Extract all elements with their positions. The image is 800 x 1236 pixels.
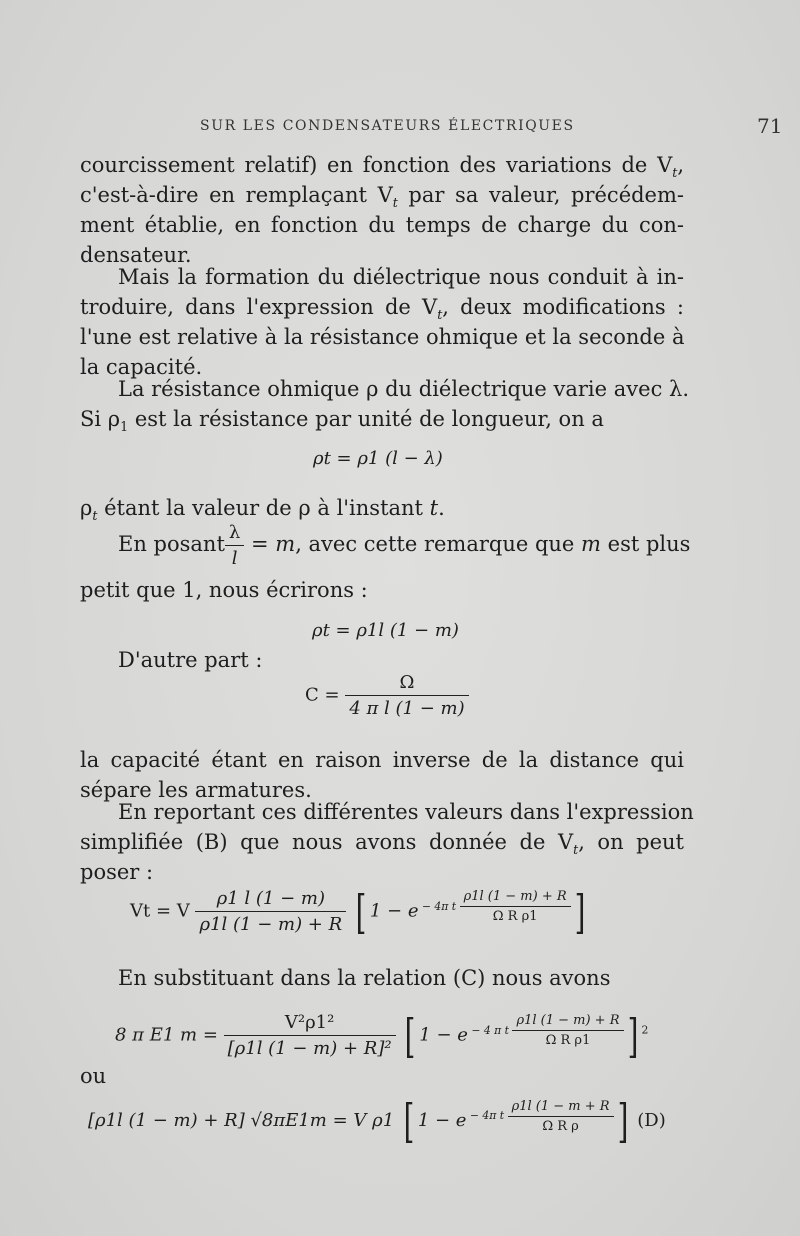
text-line: En posant $\frac{\lambda}{l}$ = m, avec cette remarque que m est plus [118,522,691,569]
equation-d: [ρ1l (1 − m) + R] √8πE1m = V ρ1 [ 1 − e $^{- 4\pi t \frac{\rho 1l (1 - m + R}{\text{Ω R ρ}}}$ ] (D) [88,1094,666,1148]
equation-vt: Vt = V $\frac{\rho 1 l (1 - m)}{\rho 1l (1 - m) + R}$ [ 1 − e $^{- 4\pi t \frac{\rho 1l (1 - m) + R}{\text{Ω R ρ1}}}$ ] [130,884,586,939]
text-line: Si $\rho_1$ est la résistance par unité de longueur, on a [80,407,604,435]
text-line: ou [80,1064,107,1088]
text-line: Mais la formation du diélectrique nous conduit à in- [118,265,684,289]
page-number: 71 [757,114,783,138]
text-line: c'est-à-dire en remplaçant $V_t$ par sa valeur, précédem- [80,183,684,211]
text-line: simplifiée (B) que nous avons donnée de $V_t$, on peut [80,830,684,858]
text-line: troduire, dans l'expression de $V_t$, deux modifications : [80,295,684,323]
text-line: l'une est relative à la résistance ohmique et la seconde à [80,325,685,349]
equation-rho-t: ρt = ρ1 (l − λ) [313,448,443,469]
equation-label: (D) [637,1110,666,1131]
text-line: densateur. [80,243,192,267]
text-line: sépare les armatures. [80,778,312,802]
text-line: la capacité étant en raison inverse de la distance qui [80,748,684,772]
text-line: En reportant ces différentes valeurs dans l'expression [118,800,694,824]
text-line: courcissement relatif) en fonction des variations de $V_t$, [80,153,684,181]
text-line: poser : [80,860,154,884]
equation-capacity: C = $\frac{\Omega}{\text{4 π l (1 − m)}}$ [305,672,469,719]
text-line: la capacité. [80,355,203,379]
text-line: La résistance ohmique ρ du diélectrique varie avec λ. [118,377,689,401]
text-line: $\rho_t$ étant la valeur de ρ à l'instant t. [80,496,445,524]
running-header: SUR LES CONDENSATEURS ÉLECTRIQUES [200,118,575,134]
text-line: En substituant dans la relation (C) nous avons [118,966,611,990]
equation-energy: 8 π E1 m = $\frac{\text{V²ρ1²}}{\text{[ρ1l (1 − m) + R]²}}$ [ 1 − e $^{- 4 \pi t \frac{\rho 1l (1 - m) + R}{\text{Ω R ρ1}}}$ ] $^2$ [115,1008,649,1063]
text-line: petit que 1, nous écrirons : [80,578,368,602]
text-line: D'autre part : [118,648,263,672]
text-line: ment établie, en fonction du temps de charge du con- [80,213,684,237]
equation-rho-t-m: ρt = ρ1l (1 − m) [312,620,459,641]
